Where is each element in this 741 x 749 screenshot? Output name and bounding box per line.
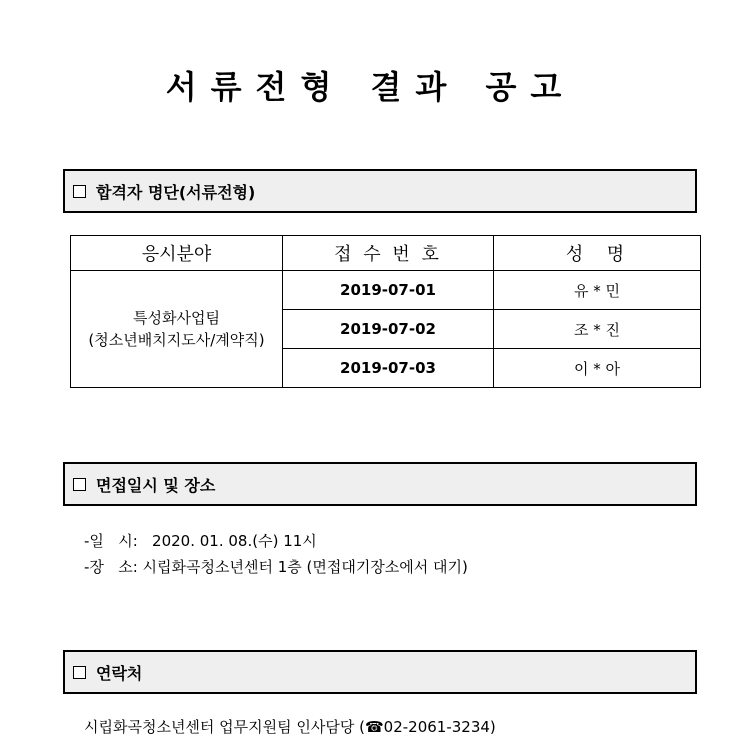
section-label: 합격자 명단(서류전형) — [96, 182, 256, 202]
contact-text: 시립화곡청소년센터 업무지원팀 인사담당 (☎02-2061-3234) — [84, 718, 496, 736]
section-header-contact — [63, 650, 697, 694]
checkbox-square-icon — [73, 666, 86, 679]
field-line1: 특성화사업팀 — [133, 309, 220, 327]
checkbox-square-icon — [73, 478, 86, 491]
header-number: 접 수 번 호 — [283, 236, 494, 271]
number-cell: 2019-07-03 — [283, 349, 494, 388]
number-cell: 2019-07-02 — [283, 310, 494, 349]
passers-table — [70, 235, 701, 388]
number-cell: 2019-07-01 — [283, 271, 494, 310]
page-title: 서류전형 결과 공고 — [165, 68, 576, 106]
section-header-passers — [63, 169, 697, 213]
table-row — [71, 271, 701, 310]
checkbox-square-icon — [73, 185, 86, 198]
name-cell: 이 * 아 — [494, 349, 701, 388]
section-header-interview — [63, 462, 697, 506]
section-label: 면접일시 및 장소 — [96, 475, 216, 495]
field-line2: (청소년배치지도사/계약직) — [88, 331, 265, 349]
interview-date: -일 시: 2020. 01. 08.(수) 11시 — [84, 532, 317, 550]
header-name: 성 명 — [494, 236, 701, 271]
name-cell: 유 * 민 — [494, 271, 701, 310]
table-header-row — [71, 236, 701, 271]
field-cell — [71, 271, 283, 388]
header-field: 응시분야 — [71, 236, 283, 271]
section-label: 연락처 — [96, 663, 143, 683]
name-cell: 조 * 진 — [494, 310, 701, 349]
interview-place: -장 소: 시립화곡청소년센터 1층 (면접대기장소에서 대기) — [84, 558, 468, 576]
